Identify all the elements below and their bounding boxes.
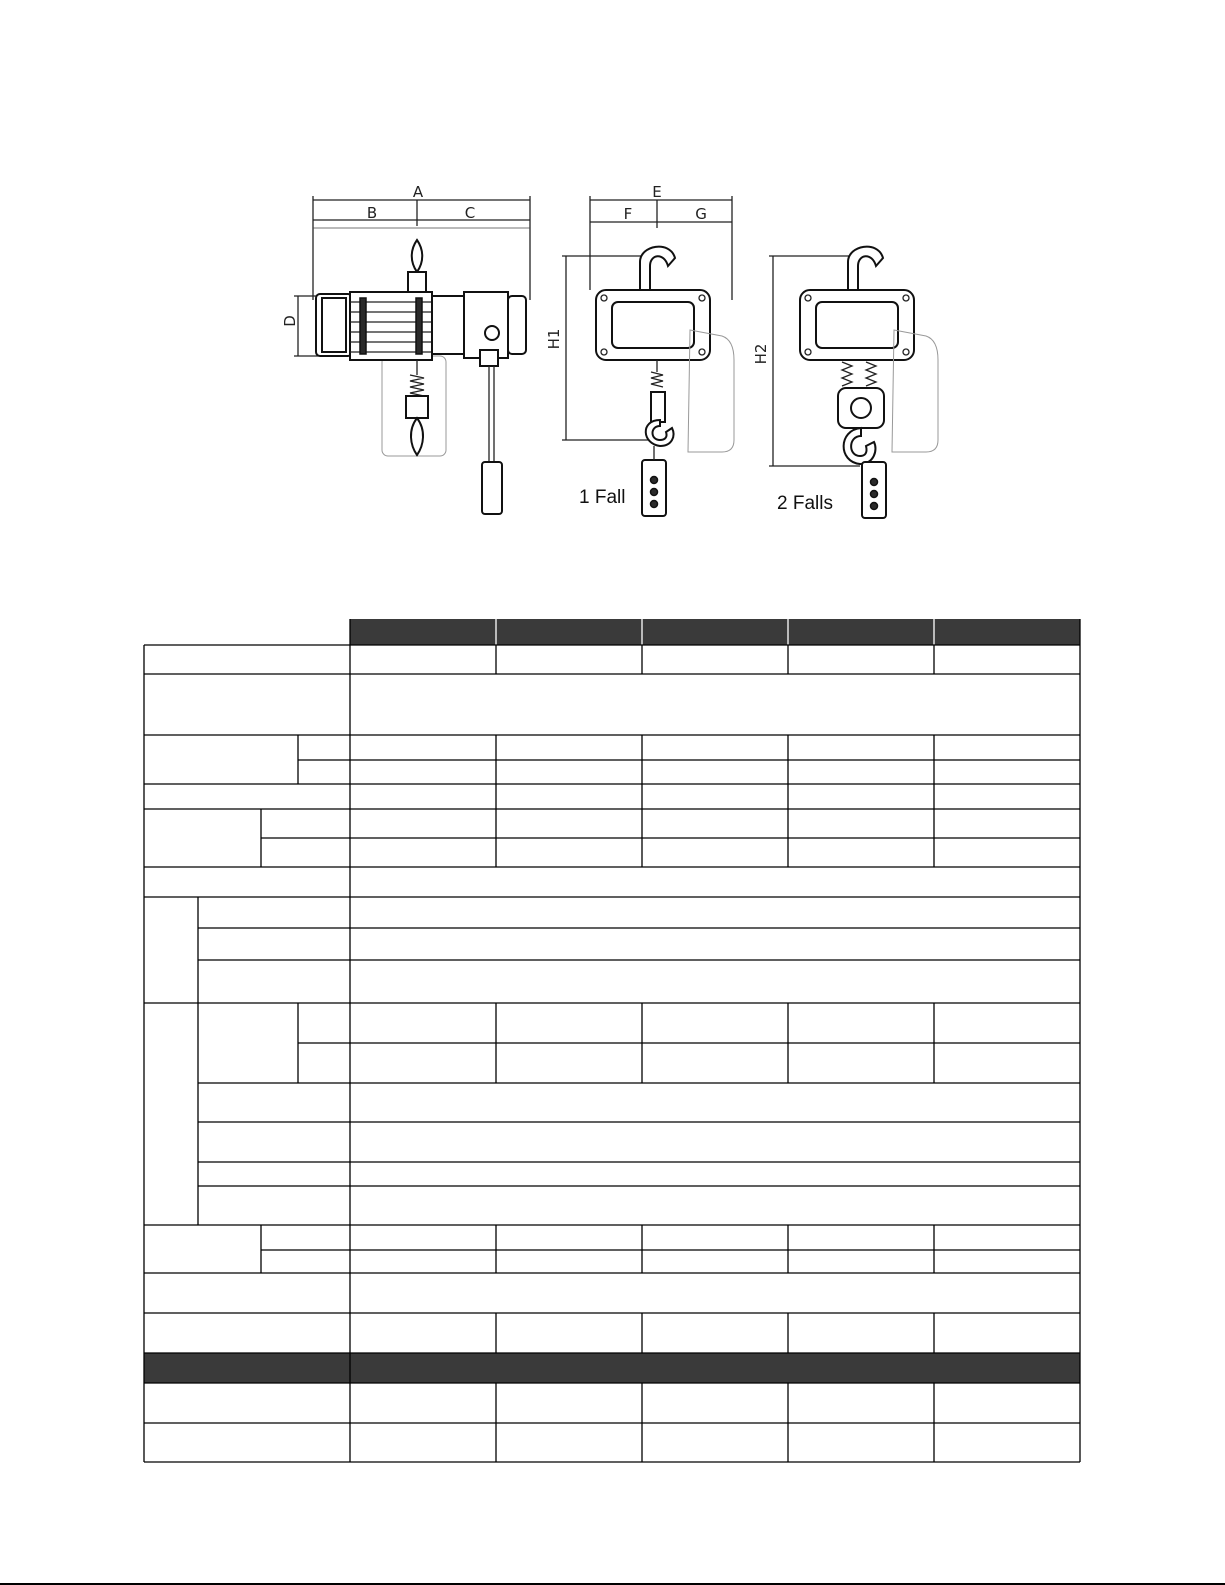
dim-label-e: E [652,183,662,201]
dim-label-d: D [281,315,299,327]
dim-label-b: B [366,204,378,222]
caption-two-falls: 2 Falls [777,493,833,514]
dim-label-h1: H1 [545,328,563,350]
dim-label-h2: H2 [752,343,770,365]
table-grid [144,619,1080,1462]
table-section-divider [144,1353,1080,1383]
dim-label-f: F [623,205,633,223]
table-header-cell [350,619,1080,645]
dim-label-g: G [695,205,707,223]
caption-one-fall: 1 Fall [579,487,626,508]
dim-label-c: C [464,204,476,222]
dim-label-a: A [412,183,424,201]
